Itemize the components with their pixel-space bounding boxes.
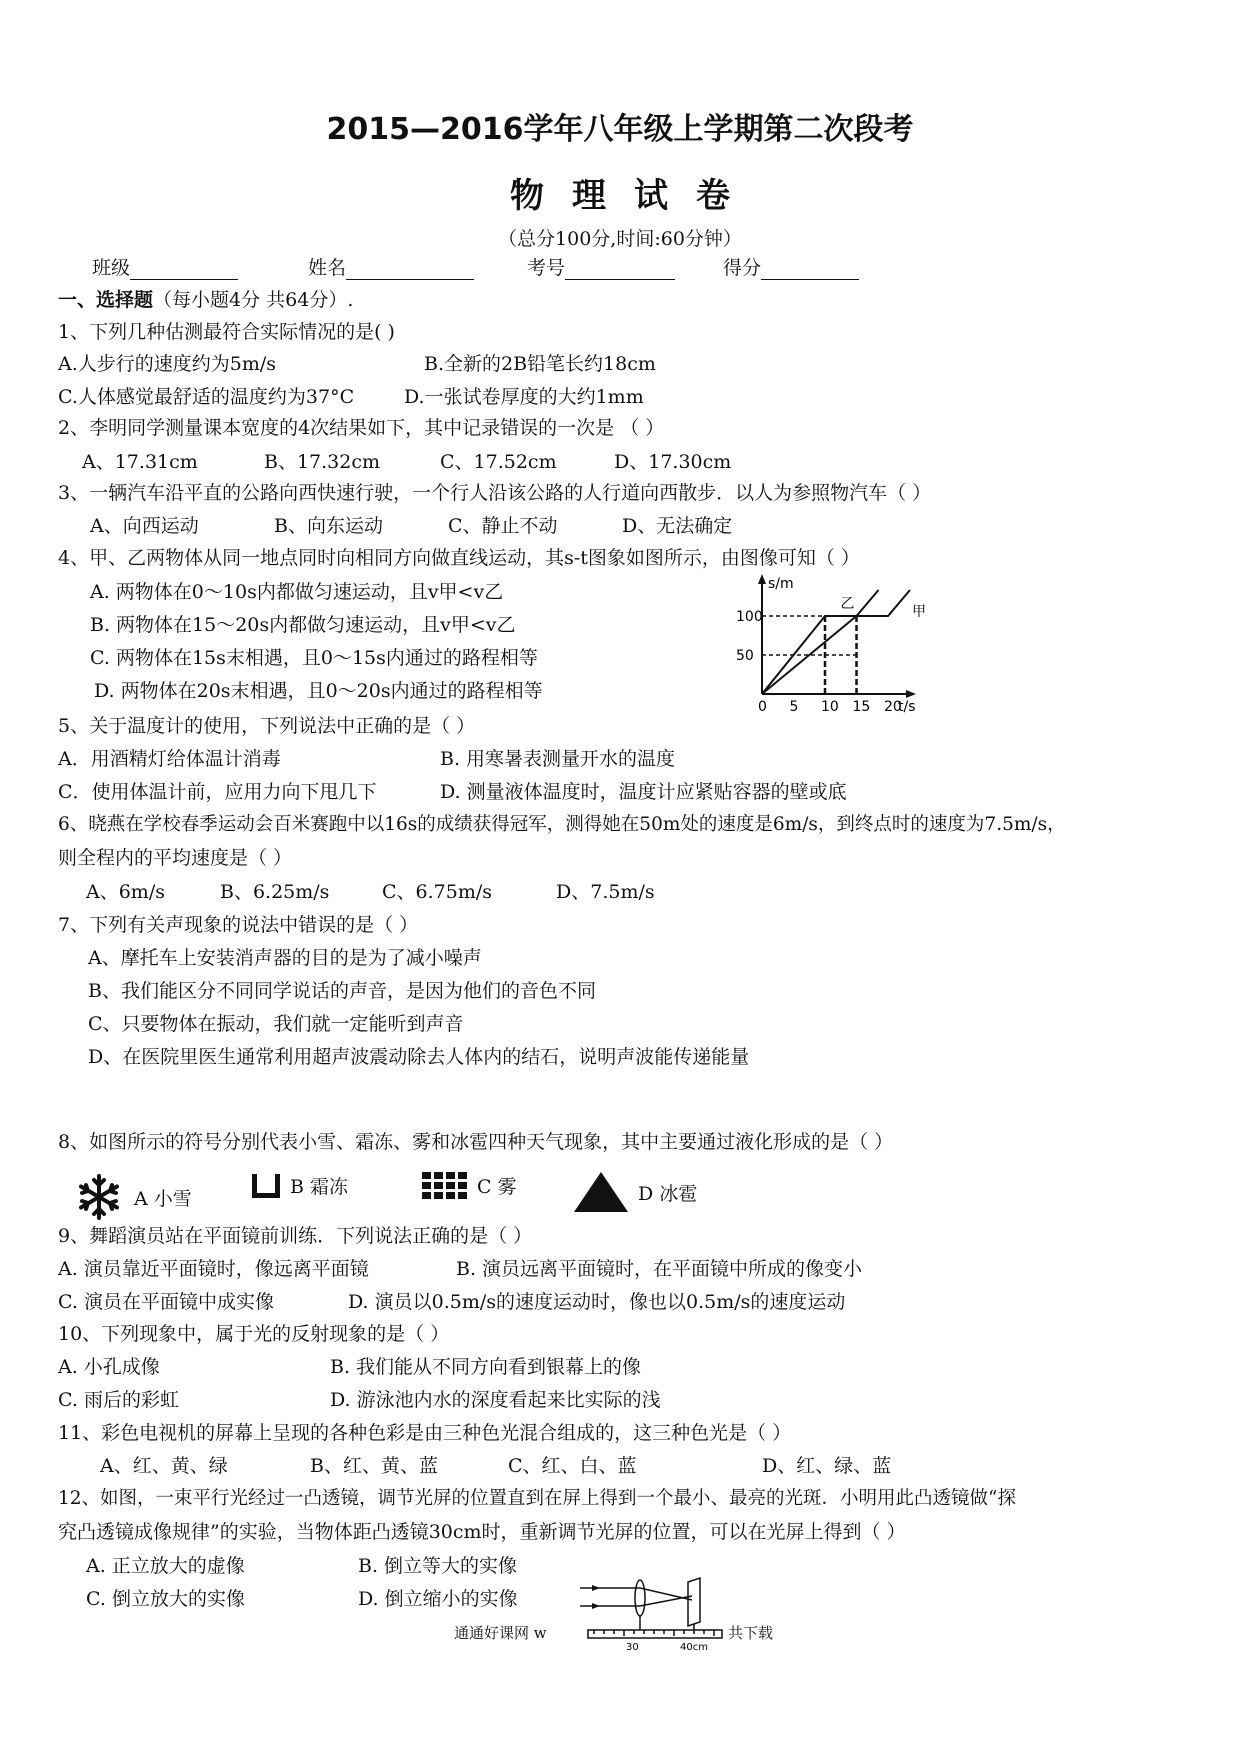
weather-label-d: D 冰雹 bbox=[638, 1182, 698, 1205]
q1-option-a: A.人步行的速度约为5m/s bbox=[58, 353, 277, 375]
q3-option-a: A、向西运动 bbox=[90, 515, 199, 537]
q4-option-b: B. 两物体在15～20s内都做匀速运动，且v甲<v乙 bbox=[90, 614, 516, 636]
q6-option-b: B、6.25m/s bbox=[220, 881, 330, 903]
q7-option-a: A、摩托车上安装消声器的目的是为了减小噪声 bbox=[88, 947, 482, 969]
q2-option-c: C、17.52cm bbox=[440, 451, 557, 473]
q9-option-b: B. 演员远离平面镜时，在平面镜中所成的像变小 bbox=[456, 1258, 863, 1280]
q12-option-c: C. 倒立放大的实像 bbox=[86, 1588, 245, 1610]
series-line bbox=[762, 590, 910, 694]
q6-option-d: D、7.5m/s bbox=[556, 881, 655, 903]
q7-option-b: B、我们能区分不同同学说话的声音，是因为他们的音色不同 bbox=[88, 980, 596, 1002]
score-field[interactable] bbox=[723, 256, 859, 280]
y-axis-arrow bbox=[758, 574, 766, 584]
q6-option-a: A、6m/s bbox=[86, 881, 165, 903]
q1-option-b: B.全新的2B铅笔长约18cm bbox=[424, 353, 656, 375]
weather-option-a bbox=[74, 1172, 192, 1222]
footer-right: 共下载 bbox=[728, 1624, 774, 1642]
weather-label-b: B 霜冻 bbox=[290, 1176, 349, 1198]
q12-option-b: B. 倒立等大的实像 bbox=[358, 1555, 518, 1577]
question-4: 4、甲、乙两物体从同一地点同时向相同方向做直线运动，其s-t图象如图所示，由图像可知（ ） bbox=[58, 547, 860, 569]
q7-option-d: D、在医院里医生通常利用超声波震动除去人体内的结石，说明声波能传递能量 bbox=[88, 1046, 750, 1068]
question-11: 11、彩色电视机的屏幕上呈现的各种色彩是由三种色光混合组成的，这三种色光是（ ） bbox=[58, 1422, 792, 1444]
optical-bench bbox=[588, 1630, 722, 1638]
question-12-cont: 究凸透镜成像规律”的实验，当物体距凸透镜30cm时，重新调节光屏的位置，可以在光屏上得到（ ） bbox=[58, 1521, 906, 1543]
q4-option-a: A. 两物体在0～10s内都做匀速运动，且v甲<v乙 bbox=[90, 581, 504, 603]
series-label: 乙 bbox=[840, 596, 855, 612]
q5-option-d: D. 测量液体温度时，温度计应紧贴容器的壁或底 bbox=[440, 781, 847, 803]
q11-option-a: A、红、黄、绿 bbox=[100, 1455, 228, 1477]
y-tick-label: 100 bbox=[736, 609, 763, 625]
q2-option-b: B、17.32cm bbox=[264, 451, 381, 473]
q3-option-d: D、无法确定 bbox=[622, 515, 733, 537]
weather-label-a: A 小雪 bbox=[134, 1187, 192, 1210]
class-field[interactable] bbox=[92, 256, 238, 280]
fog-icon bbox=[422, 1172, 467, 1199]
light-screen bbox=[688, 1578, 700, 1626]
question-9: 9、舞蹈演员站在平面镜前训练．下列说法正确的是（ ） bbox=[58, 1225, 533, 1247]
x-axis-label: t/s bbox=[898, 699, 916, 715]
x-axis-arrow bbox=[906, 690, 916, 698]
question-1: 1、下列几种估测最符合实际情况的是( ) bbox=[58, 321, 395, 343]
q11-option-c: C、红、白、蓝 bbox=[508, 1455, 637, 1477]
name-label: 姓名 bbox=[308, 257, 347, 279]
lens-experiment-figure bbox=[580, 1576, 730, 1652]
score-label: 得分 bbox=[723, 257, 762, 279]
question-7: 7、下列有关声现象的说法中错误的是（ ） bbox=[58, 914, 419, 936]
q5-option-c: C．使用体温计前，应用力向下甩几下 bbox=[58, 781, 377, 803]
exam-title: 2015—2016学年八年级上学期第二次段考 bbox=[326, 112, 914, 147]
question-2: 2、李明同学测量课本宽度的4次结果如下，其中记录错误的一次是 （ ） bbox=[58, 417, 665, 439]
exam-no-field[interactable] bbox=[527, 256, 675, 280]
q7-option-c: C、只要物体在振动，我们就一定能听到声音 bbox=[88, 1013, 464, 1035]
footer-left: 通通好课网 w bbox=[454, 1624, 547, 1642]
section-title: 一、选择题 bbox=[58, 289, 154, 311]
x-tick-label: 15 bbox=[852, 699, 871, 715]
x-tick-label: 10 bbox=[821, 699, 839, 715]
section-heading bbox=[58, 288, 353, 312]
lens-tick-40: 40cm bbox=[680, 1642, 708, 1652]
q9-option-a: A. 演员靠近平面镜时，像远离平面镜 bbox=[58, 1258, 369, 1280]
q9-option-c: C. 演员在平面镜中成实像 bbox=[58, 1291, 274, 1313]
lens-tick-30: 30 bbox=[626, 1642, 639, 1652]
q11-option-d: D、红、绿、蓝 bbox=[762, 1455, 892, 1477]
frost-icon bbox=[252, 1174, 280, 1198]
q5-option-b: B. 用寒暑表测量开水的温度 bbox=[440, 748, 676, 770]
q1-option-c: C.人体感觉最舒适的温度约为37°C bbox=[58, 386, 355, 408]
q12-option-d: D. 倒立缩小的实像 bbox=[358, 1588, 518, 1610]
q3-option-c: C、静止不动 bbox=[448, 515, 558, 537]
q11-option-b: B、红、黄、蓝 bbox=[310, 1455, 438, 1477]
x-tick-label: 20 bbox=[884, 699, 902, 715]
series-label: 甲 bbox=[912, 604, 926, 620]
question-8: 8、如图所示的符号分别代表小雪、霜冻、雾和冰雹四种天气现象，其中主要通过液化形成的是（ ） bbox=[58, 1131, 894, 1153]
weather-option-c bbox=[422, 1172, 517, 1199]
q10-option-b: B. 我们能从不同方向看到银幕上的像 bbox=[330, 1356, 642, 1378]
subject-title: 物理试卷 bbox=[510, 176, 758, 216]
name-field[interactable] bbox=[308, 256, 474, 280]
q4-option-c: C. 两物体在15s末相遇，且0～15s内通过的路程相等 bbox=[90, 647, 538, 669]
q3-option-b: B、向东运动 bbox=[274, 515, 383, 537]
q2-option-d: D、17.30cm bbox=[614, 451, 732, 473]
q1-option-d: D.一张试卷厚度的大约1mm bbox=[404, 386, 644, 408]
q9-option-d: D. 演员以0.5m/s的速度运动时，像也以0.5m/s的速度运动 bbox=[348, 1291, 846, 1313]
question-12: 12、如图，一束平行光经过一凸透镜，调节光屏的位置直到在屏上得到一个最小、最亮的光斑．小明用此凸透镜做“探 bbox=[58, 1488, 1017, 1509]
x-tick-label: 5 bbox=[789, 699, 799, 715]
weather-option-d bbox=[574, 1172, 697, 1212]
question-5: 5、关于温度计的使用，下列说法中正确的是（ ） bbox=[58, 715, 476, 737]
question-10: 10、下列现象中，属于光的反射现象的是（ ） bbox=[58, 1323, 450, 1345]
s-t-graph bbox=[720, 572, 930, 722]
q6-option-c: C、6.75m/s bbox=[382, 881, 493, 903]
hail-icon bbox=[574, 1172, 628, 1212]
x-tick-label: 0 bbox=[758, 699, 767, 715]
exam-info: （总分100分,时间:60分钟） bbox=[498, 228, 742, 250]
exam-no-label: 考号 bbox=[527, 257, 566, 279]
q12-option-a: A. 正立放大的虚像 bbox=[86, 1555, 245, 1577]
y-tick-label: 50 bbox=[736, 648, 754, 664]
convex-lens bbox=[635, 1580, 645, 1616]
weather-label-c: C 雾 bbox=[477, 1176, 517, 1198]
q4-option-d: D. 两物体在20s末相遇，且0～20s内通过的路程相等 bbox=[94, 680, 543, 702]
snowflake-icon bbox=[74, 1172, 124, 1222]
q10-option-a: A. 小孔成像 bbox=[58, 1356, 160, 1378]
class-label: 班级 bbox=[92, 257, 131, 279]
question-3: 3、一辆汽车沿平直的公路向西快速行驶，一个行人沿该公路的人行道向西散步．以人为参照物汽车（ ） bbox=[58, 482, 932, 504]
question-6-cont: 则全程内的平均速度是（ ） bbox=[58, 847, 293, 869]
y-axis-label: s/m bbox=[768, 576, 794, 592]
question-6: 6、晓燕在学校春季运动会百米赛跑中以16s的成绩获得冠军，测得她在50m处的速度是6m/s，到终点时的速度为7.5m/s， bbox=[58, 814, 1066, 835]
q2-option-a: A、17.31cm bbox=[82, 451, 198, 473]
q10-option-d: D. 游泳池内水的深度看起来比实际的浅 bbox=[330, 1389, 661, 1411]
weather-option-b bbox=[252, 1172, 348, 1199]
q10-option-c: C. 雨后的彩虹 bbox=[58, 1389, 179, 1411]
section-note: （每小题4分 共64分）. bbox=[153, 289, 354, 311]
q5-option-a: A．用酒精灯给体温计消毒 bbox=[58, 748, 281, 770]
